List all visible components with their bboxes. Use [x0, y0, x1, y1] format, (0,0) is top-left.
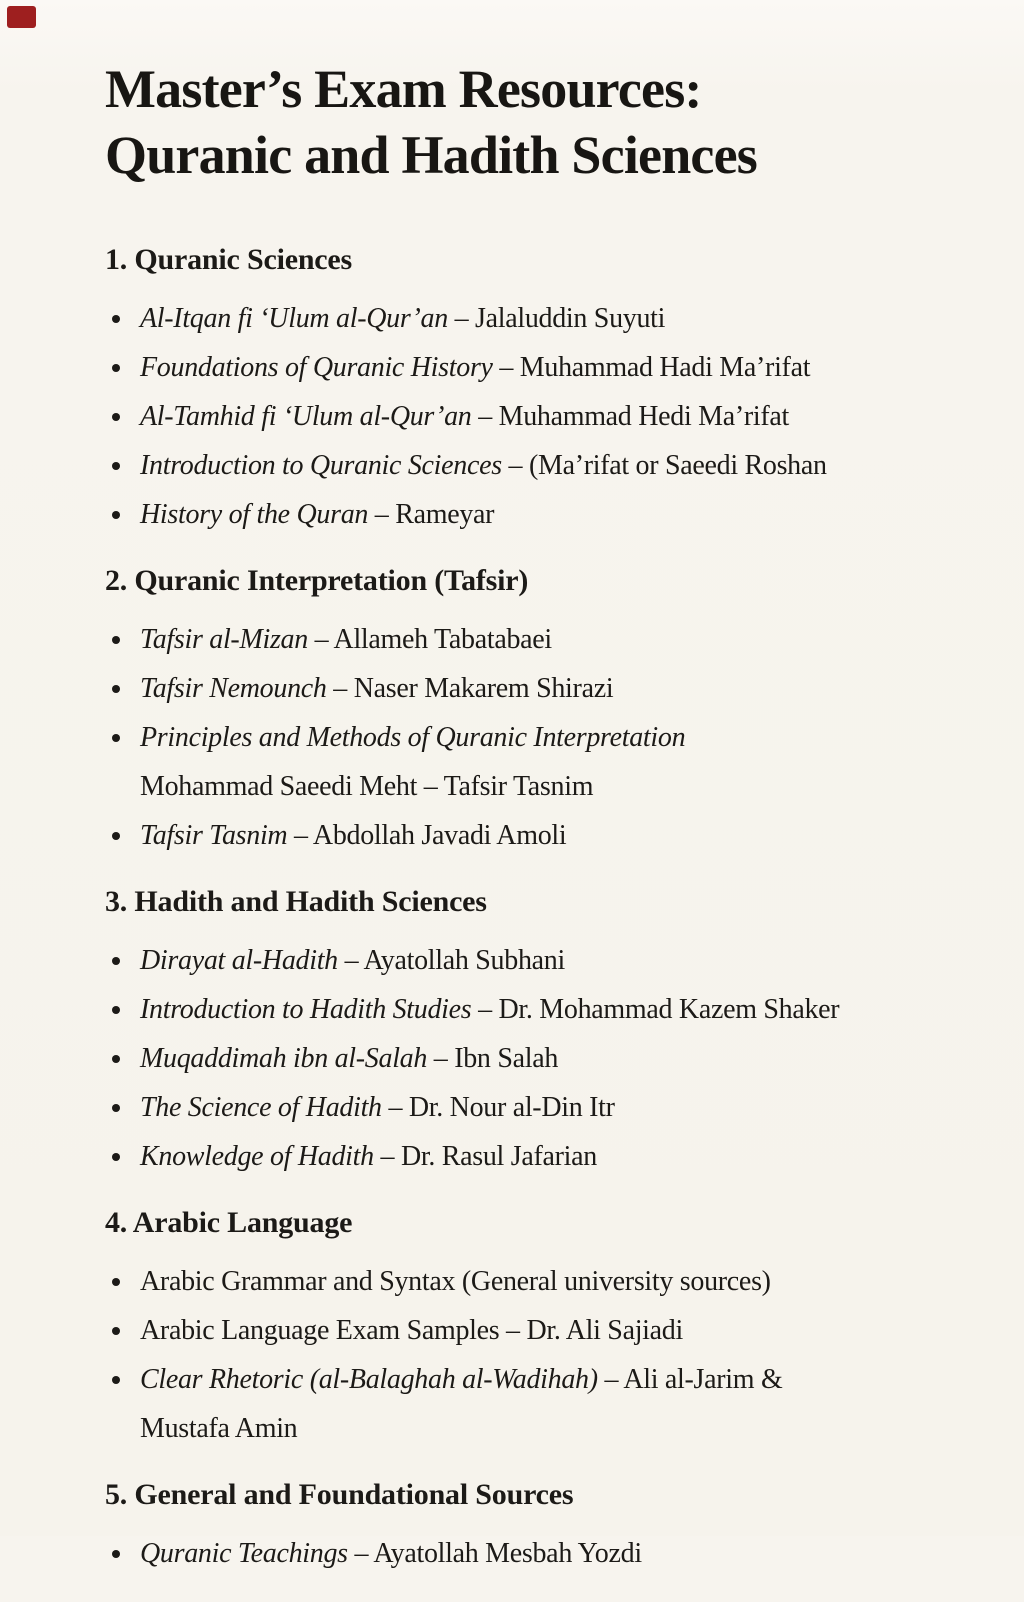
list-item — [140, 713, 1010, 811]
book-list — [105, 936, 1010, 1181]
book-author: – (Ma’rifat or Saeedi Roshan — [501, 450, 827, 481]
book-title: Principles and Methods of Quranic Interpretation — [140, 722, 686, 753]
book-title: Knowledge of Hadith — [140, 1141, 374, 1172]
book-author: – Muhammad Hedi Ma’rifat — [471, 401, 790, 432]
book-title: Dirayat al-Hadith — [140, 945, 338, 976]
list-item — [140, 1529, 1010, 1578]
book-author: – Muhammad Hadi Ma’rifat — [492, 352, 811, 383]
recording-indicator — [7, 6, 36, 28]
book-author: – Dr. Nour al-Din Itr — [381, 1092, 615, 1123]
book-author: – Rameyar — [368, 499, 495, 530]
book-title: Introduction to Quranic Sciences — [140, 450, 502, 481]
section-heading: 2. Quranic Interpretation (Tafsir) — [105, 564, 529, 597]
book-title: Foundations of Quranic History — [140, 352, 493, 383]
book-entry: Arabic Grammar and Syntax (General university sources) — [140, 1266, 771, 1297]
book-author: – Abdollah Javadi Amoli — [287, 820, 567, 851]
list-item — [140, 441, 1010, 490]
book-author: – Ibn Salah — [427, 1043, 559, 1074]
section-quranic-interpretation — [105, 563, 1010, 860]
book-title: Muqaddimah ibn al-Salah — [140, 1043, 428, 1074]
list-item — [140, 392, 1010, 441]
book-author: – Ali al-Jarim & — [597, 1364, 783, 1395]
section-heading: 3. Hadith and Hadith Sciences — [105, 885, 487, 918]
book-title: History of the Quran — [140, 499, 369, 530]
book-title: The Science of Hadith — [140, 1092, 382, 1123]
book-list — [105, 294, 1010, 539]
book-author: – Allameh Tabatabaei — [307, 624, 552, 655]
section-quranic-sciences — [105, 242, 1010, 539]
section-hadith-sciences — [105, 884, 1010, 1181]
book-author: – Dr. Mohammad Kazem Shaker — [471, 994, 840, 1025]
list-item — [140, 615, 1010, 664]
list-item — [140, 1034, 1010, 1083]
book-title: Quranic Teachings — [140, 1538, 348, 1569]
list-item — [140, 936, 1010, 985]
book-list — [105, 1529, 1010, 1578]
page-title-line-2: Quranic and Hadith Sciences — [105, 125, 757, 185]
book-author-line-2: Mohammad Saeedi Meht – Tafsir Tasnim — [140, 771, 594, 802]
section-heading: 4. Arabic Language — [105, 1206, 353, 1239]
page-title — [105, 56, 1010, 188]
book-author-line-2: Mustafa Amin — [140, 1413, 298, 1444]
page-title-line-1: Master’s Exam Resources: — [105, 59, 702, 119]
book-author: – Ayatollah Subhani — [337, 945, 565, 976]
book-title: Tafsir al-Mizan — [140, 624, 308, 655]
book-list — [105, 615, 1010, 860]
book-author: – Ayatollah Mesbah Yozdi — [347, 1538, 642, 1569]
list-item — [140, 664, 1010, 713]
list-item — [140, 1083, 1010, 1132]
book-author: – Naser Makarem Shirazi — [326, 673, 614, 704]
section-heading: 5. General and Foundational Sources — [105, 1478, 574, 1511]
section-arabic-language — [105, 1205, 1010, 1453]
document-content — [105, 56, 1010, 1602]
book-title: Al-Itqan fi ‘Ulum al-Qur’an — [140, 303, 448, 334]
book-title: Tafsir Tasnim — [140, 820, 288, 851]
list-item — [140, 1306, 1010, 1355]
book-title: Al-Tamhid fi ‘Ulum al-Qur’an — [140, 401, 472, 432]
list-item — [140, 343, 1010, 392]
list-item — [140, 1132, 1010, 1181]
book-author: – Dr. Rasul Jafarian — [373, 1141, 597, 1172]
list-item — [140, 1355, 1010, 1453]
section-general-sources — [105, 1477, 1010, 1578]
book-title: Introduction to Hadith Studies — [140, 994, 472, 1025]
book-title: Tafsir Nemounch — [140, 673, 327, 704]
list-item — [140, 1257, 1010, 1306]
book-author: – Jalaluddin Suyuti — [447, 303, 666, 334]
book-title: Clear Rhetoric (al-Balaghah al-Wadihah) — [140, 1364, 598, 1395]
list-item — [140, 490, 1010, 539]
book-list — [105, 1257, 1010, 1453]
list-item — [140, 811, 1010, 860]
book-entry: Arabic Language Exam Samples – Dr. Ali Sajiadi — [140, 1315, 683, 1346]
list-item — [140, 294, 1010, 343]
section-heading: 1. Quranic Sciences — [105, 243, 353, 276]
list-item — [140, 985, 1010, 1034]
